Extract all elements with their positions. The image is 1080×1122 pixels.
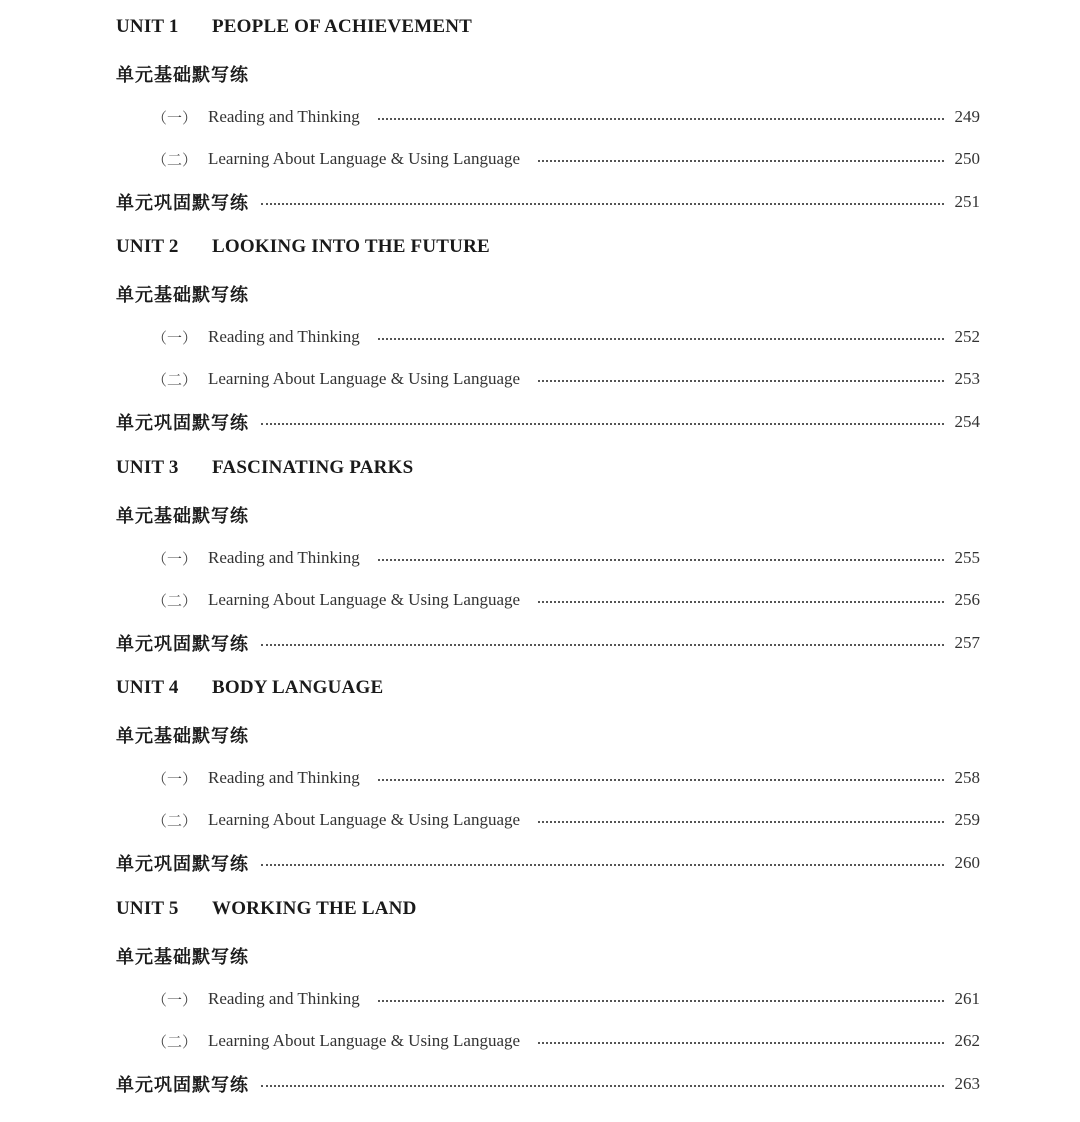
- dot-leader: [261, 1085, 944, 1087]
- entry-title: Reading and Thinking: [208, 327, 360, 346]
- dot-leader: [538, 380, 944, 382]
- toc-entry[interactable]: [116, 985, 980, 1013]
- entry-title: Reading and Thinking: [208, 107, 360, 126]
- entry-page-number: 263: [954, 1074, 980, 1093]
- entry-page-number: 254: [954, 412, 980, 431]
- consolidate-section-heading: 单元巩固默写练: [116, 193, 249, 214]
- unit-heading: [116, 13, 980, 41]
- entry-title: Learning About Language & Using Language: [208, 369, 521, 388]
- unit-title: BODY LANGUAGE: [212, 677, 384, 698]
- unit-title: LOOKING INTO THE FUTURE: [212, 236, 490, 257]
- toc-entry[interactable]: [116, 586, 980, 614]
- unit-block: [0, 441, 1080, 661]
- toc-entry[interactable]: [116, 806, 980, 834]
- entry-page-number: 261: [954, 989, 980, 1008]
- unit-number: UNIT 2: [116, 236, 179, 257]
- entry-title: Learning About Language & Using Language: [208, 149, 521, 168]
- toc-entry[interactable]: [116, 544, 980, 572]
- consolidate-section-heading: 单元巩固默写练: [116, 854, 249, 875]
- basic-section-heading: 单元基础默写练: [116, 65, 249, 86]
- entry-page-number: 252: [954, 327, 980, 346]
- toc-entry[interactable]: [116, 1027, 980, 1055]
- toc-entry[interactable]: [116, 323, 980, 351]
- dot-leader: [261, 864, 944, 866]
- basic-section-heading: 单元基础默写练: [116, 285, 249, 306]
- entry-title: Reading and Thinking: [208, 989, 360, 1008]
- consolidate-section-heading: 单元巩固默写练: [116, 634, 249, 655]
- entry-page-number: 257: [954, 633, 980, 652]
- toc-entry[interactable]: [116, 103, 980, 131]
- entry-index: （一）: [152, 328, 198, 347]
- entry-page-number: 253: [954, 369, 980, 388]
- entry-index: （一）: [152, 990, 198, 1009]
- consolidate-section-heading: 单元巩固默写练: [116, 413, 249, 434]
- unit-block: [0, 0, 1080, 220]
- entry-index: （二）: [152, 150, 198, 169]
- entry-index: （二）: [152, 1032, 198, 1051]
- entry-index: （一）: [152, 769, 198, 788]
- unit-number: UNIT 5: [116, 898, 179, 919]
- entry-page-number: 251: [954, 192, 980, 211]
- entry-title: Reading and Thinking: [208, 768, 360, 787]
- dot-leader: [538, 821, 944, 823]
- entry-index: （二）: [152, 811, 198, 830]
- entry-page-number: 256: [954, 590, 980, 609]
- unit-number: UNIT 1: [116, 16, 179, 37]
- toc-entry[interactable]: [116, 145, 980, 173]
- dot-leader: [378, 338, 944, 340]
- unit-block: [0, 220, 1080, 440]
- basic-section-heading: 单元基础默写练: [116, 506, 249, 527]
- entry-page-number: 260: [954, 853, 980, 872]
- unit-title: FASCINATING PARKS: [212, 457, 414, 478]
- entry-index: （一）: [152, 549, 198, 568]
- unit-heading: [116, 454, 980, 482]
- dot-leader: [538, 601, 944, 603]
- consolidate-entry[interactable]: [116, 1070, 980, 1098]
- entry-index: （二）: [152, 370, 198, 389]
- unit-title: PEOPLE OF ACHIEVEMENT: [212, 16, 473, 37]
- entry-title: Reading and Thinking: [208, 548, 360, 567]
- consolidate-entry[interactable]: [116, 629, 980, 657]
- entry-page-number: 258: [954, 768, 980, 787]
- consolidate-entry[interactable]: [116, 408, 980, 436]
- entry-page-number: 249: [954, 107, 980, 126]
- toc-entry[interactable]: [116, 764, 980, 792]
- consolidate-section-heading: 单元巩固默写练: [116, 1075, 249, 1096]
- dot-leader: [378, 779, 944, 781]
- consolidate-entry[interactable]: [116, 849, 980, 877]
- entry-page-number: 259: [954, 810, 980, 829]
- entry-index: （二）: [152, 591, 198, 610]
- unit-heading: [116, 233, 980, 261]
- dot-leader: [261, 644, 944, 646]
- dot-leader: [538, 1042, 944, 1044]
- basic-section-heading: 单元基础默写练: [116, 726, 249, 747]
- dot-leader: [378, 118, 944, 120]
- dot-leader: [538, 160, 944, 162]
- unit-block: [0, 882, 1080, 1102]
- toc-entry[interactable]: [116, 365, 980, 393]
- unit-title: WORKING THE LAND: [212, 898, 417, 919]
- dot-leader: [378, 1000, 944, 1002]
- dot-leader: [261, 203, 944, 205]
- entry-title: Learning About Language & Using Language: [208, 1031, 521, 1050]
- unit-heading: [116, 674, 980, 702]
- consolidate-entry[interactable]: [116, 188, 980, 216]
- basic-section-heading: 单元基础默写练: [116, 947, 249, 968]
- dot-leader: [261, 423, 944, 425]
- entry-page-number: 250: [954, 149, 980, 168]
- unit-heading: [116, 895, 980, 923]
- unit-number: UNIT 3: [116, 457, 179, 478]
- entry-index: （一）: [152, 108, 198, 127]
- unit-number: UNIT 4: [116, 677, 179, 698]
- entry-title: Learning About Language & Using Language: [208, 810, 521, 829]
- entry-page-number: 262: [954, 1031, 980, 1050]
- unit-block: [0, 661, 1080, 881]
- entry-title: Learning About Language & Using Language: [208, 590, 521, 609]
- entry-page-number: 255: [954, 548, 980, 567]
- dot-leader: [378, 559, 944, 561]
